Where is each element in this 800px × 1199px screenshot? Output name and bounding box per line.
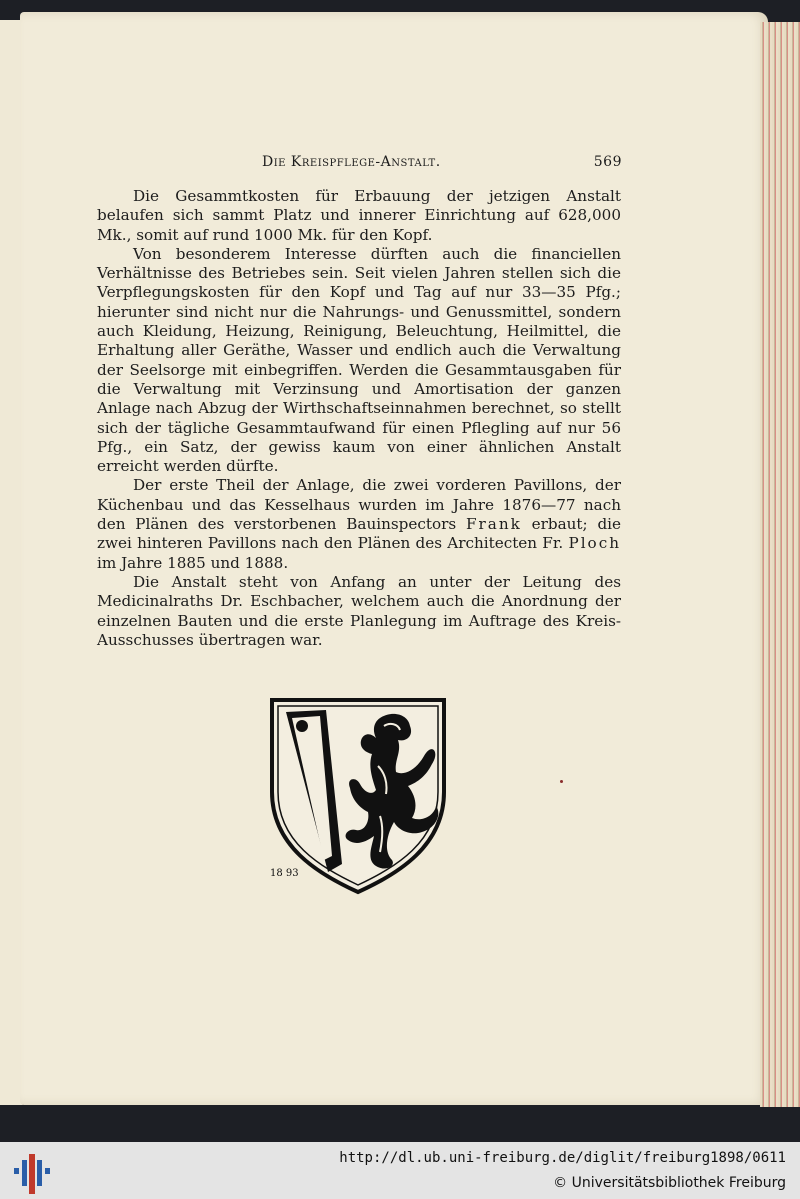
coat-of-arms-illustration: [268, 696, 448, 896]
running-header: [262, 154, 622, 170]
running-title: Die Kreispflege-Anstalt.: [262, 154, 441, 170]
body-text: [97, 187, 621, 650]
ink-speck: [560, 780, 563, 783]
architect-name: Frank: [465, 515, 522, 534]
viewer-footer: [0, 1142, 800, 1199]
paragraph: Von besonderem Interesse dürften auch die financiellen Verhältnisse des Betriebes sein. Seit vielen Jahren stellen sich die Verpflegungskosten für den Kopf und Tag auf nur 33—35 Pfg.; hierunter sind nicht nur die Nahrungs- und Genussmittel, sondern auch Kleidung, Heizung, Reinigung, Beleuchtung, Heilmittel, die Erhaltung aller Geräthe, Wasser und endlich auch die Verwaltung der Seelsorge mit einbegriffen. Werden die Gesammtausgaben für die Verwaltung mit Verzinsung und Amortisation der ganzen Anlage nach Abzug der Wirthschaftseinnahmen berechnet, so stellt sich der tägliche Gesammtaufwand für einen Pflegling auf nur 56 Pfg., ein Satz, der gewiss kaum von einer ähnlichen Anstalt erreicht werden dürfte.: [97, 244, 621, 476]
paragraph-text: im Jahre 1885 und 1888.: [97, 553, 289, 572]
paragraph: Die Gesammtkosten für Erbauung der jetzigen Anstalt belaufen sich sammt Platz und innerer Einrichtung auf 628,000 Mk., somit auf rund 1000 Mk. für den Kopf.: [97, 187, 621, 244]
copyright-notice: © Universitätsbibliothek Freiburg: [553, 1175, 786, 1191]
paragraph-text: Der erste Theil der Anlage, die zwei vorderen Pavillons, der Küchenbau und das Kesselhaus wurden im Jahre 1876—77 nach den Plänen des verstorbenen Bauinspectors: [97, 476, 621, 534]
architect-name: Ploch: [568, 534, 621, 553]
coat-of-arms-icon: [268, 696, 448, 896]
artist-monogram: 18 93: [270, 868, 299, 879]
permalink-url[interactable]: http://dl.ub.uni-freiburg.de/diglit/freiburg1898/0611: [339, 1150, 786, 1166]
page-number: 569: [593, 154, 622, 170]
page-edges: [760, 22, 800, 1107]
paragraph-text: erbaut; die zwei hinteren Pavillons nach den Plänen des Architecten Fr.: [97, 515, 622, 553]
paragraph: [97, 476, 621, 572]
university-logo-icon[interactable]: [12, 1150, 52, 1194]
paragraph: Die Anstalt steht von Anfang an unter der Leitung des Medicinalraths Dr. Eschbacher, welchem auch die Anordnung der einzelnen Bauten und die erste Planlegung im Auftrage des Kreis-Ausschusses übertragen war.: [97, 572, 621, 649]
